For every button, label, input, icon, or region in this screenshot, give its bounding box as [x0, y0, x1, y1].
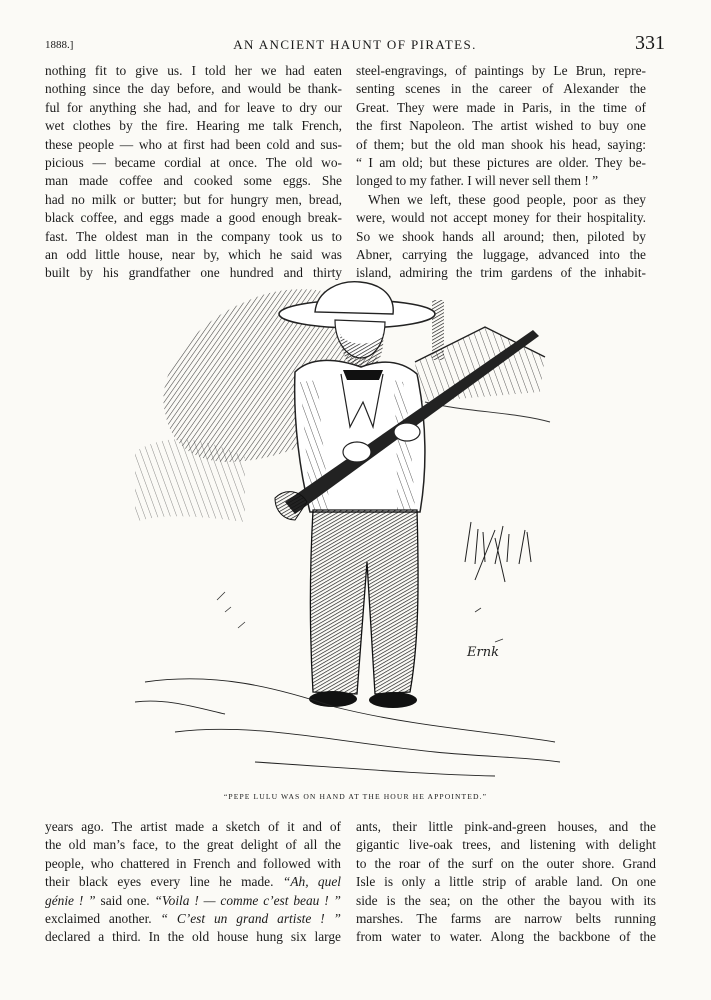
text-line: their black eyes every line he made. “Ah, quel [45, 874, 341, 890]
text-line: nothing fit to give us. I told her we had eaten [45, 63, 342, 78]
column-bottom-left [45, 818, 341, 947]
text-line: longed to my father. I will never sell them ! ” [356, 173, 599, 189]
text-line: from water to water. Along the backbone of the [356, 929, 656, 945]
text-line: wet clothes by the fire. Hearing me talk French, [45, 118, 342, 134]
artist-signature: Ernk [467, 645, 499, 660]
text-line: ful for anything she had, and for leave to dry our [45, 99, 342, 115]
column-top-right [356, 62, 646, 283]
text-line: declared a third. In the old house hung six large [45, 929, 341, 945]
text-line: had no milk or butter; but for hungry men, bread, [45, 191, 342, 207]
text-line: senting scenes in the career of Alexander the [356, 81, 646, 97]
text-line: Isle is only a little strip of arable land. On one [356, 874, 656, 890]
text-line: an odd little house, near by, which he said was [45, 246, 342, 262]
text-line: picious — became cordial at once. The old wo- [45, 154, 342, 170]
text-line: man made coffee and cooked some eggs. She [45, 173, 342, 189]
text-line: were, would not accept money for their hospitality. [356, 210, 646, 226]
running-header [45, 34, 665, 56]
text-line: gigantic live-oak trees, and listening with delight [356, 837, 656, 853]
column-top-left [45, 62, 342, 283]
article-title: AN ANCIENT HAUNT OF PIRATES. [233, 37, 477, 52]
text-line: to the roar of the surf on the outer shore. Grand [356, 855, 656, 871]
text-line: exclaimed another. “ C’est un grand artiste ! ” [45, 910, 341, 926]
text-line: génie ! ” said one. “Voila ! — comme c’est beau ! ” [45, 892, 341, 908]
text-line: Abner, carrying the luggage, advanced into the [356, 246, 646, 262]
page-number: 331 [635, 32, 665, 54]
text-line: ants, their little pink-and-green houses, and the [356, 819, 656, 834]
illustration-man-with-rifle [135, 262, 565, 784]
text-line: When we left, these good people, poor as they [368, 191, 646, 207]
text-line: built by his grandfather one hundred and thirty [45, 265, 342, 281]
illustration-caption: “PEPE LULU WAS ON HAND AT THE HOUR HE APPOINTED.” [223, 792, 488, 801]
text-line: island, admiring the trim gardens of the inhabit- [356, 265, 646, 281]
text-line: of them; but the old man shook his head, saying: [356, 136, 646, 152]
column-bottom-right [356, 818, 656, 947]
text-line: these people — who at first had been cold and sus- [45, 136, 342, 152]
text-line: black coffee, and eggs made a good enough break- [45, 210, 342, 226]
text-line: fast. The oldest man in the company took us to [45, 228, 342, 244]
text-line: marshes. The farms are narrow belts running [356, 910, 656, 926]
text-line: So we shook hands all around; then, piloted by [356, 228, 646, 244]
text-line: side is the sea; on the other the bayou with its [356, 892, 656, 908]
issue-date: 1888.] [45, 39, 74, 51]
text-line: years ago. The artist made a sketch of it and of [45, 819, 341, 834]
text-line: the first Napoleon. The artist wished to buy one [356, 118, 646, 134]
text-line: nothing since the day before, and would be thank- [45, 81, 342, 97]
text-line: the old man’s face, to the great delight of all the [45, 837, 341, 853]
text-line: “ I am old; but these pictures are older. They be- [356, 154, 646, 170]
text-line: Great. They were made in Paris, in the time of [356, 99, 646, 115]
text-line: people, who chattered in French and followed with [45, 855, 341, 871]
text-line: steel-engravings, of paintings by Le Brun, repre- [356, 63, 646, 78]
